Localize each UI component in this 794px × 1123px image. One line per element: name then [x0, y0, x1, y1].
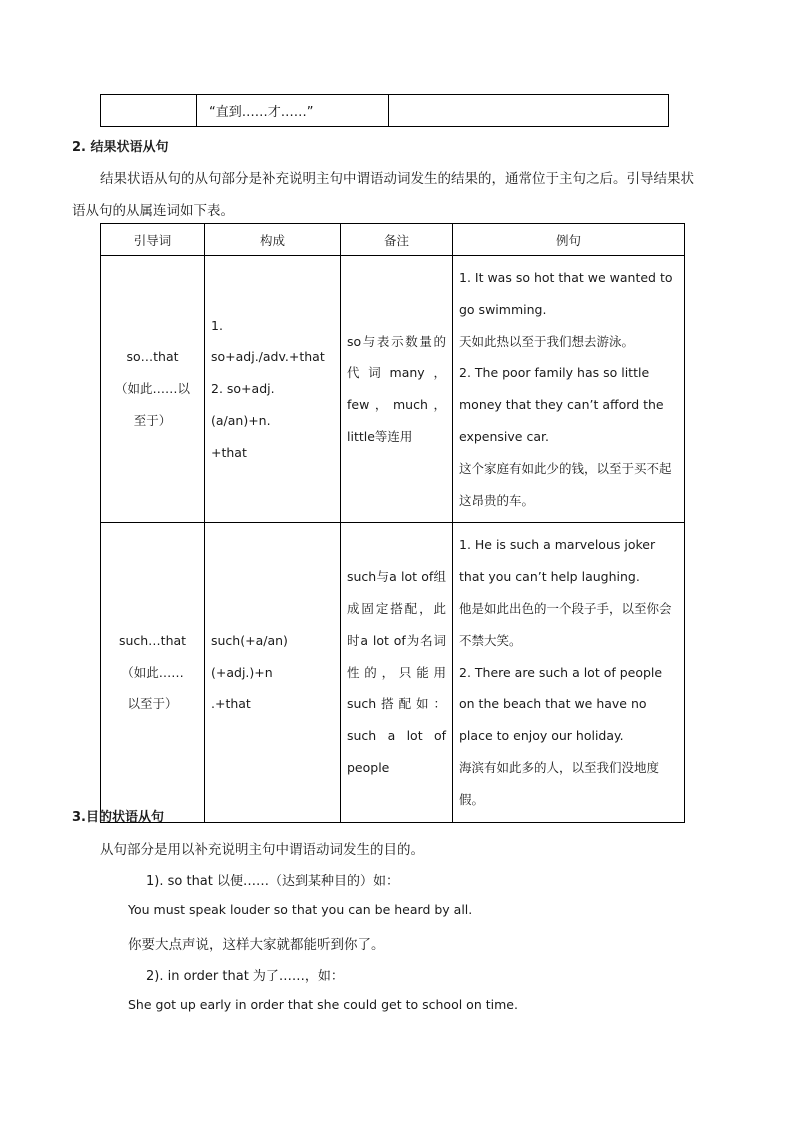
example-cell	[453, 256, 685, 523]
result-clause-table	[100, 223, 685, 823]
example-sentence: 2. There are such a lot of people on the beach that we have no place to enjoy our holiday.	[459, 664, 663, 744]
table-cell	[389, 95, 669, 127]
table-row-such-that	[101, 523, 685, 822]
structure-cell	[205, 523, 341, 822]
example-sentence: 2. The poor family has so little money that they can’t afford the expensive car.	[459, 365, 664, 444]
conjunction-line: 以至于）	[127, 696, 178, 712]
table-row-so-that	[101, 256, 685, 523]
item-2-title: 2). in order that 为了……，如：	[146, 969, 344, 984]
structure-line: +that	[211, 444, 247, 460]
table-row	[101, 95, 669, 127]
example-translation: 他是如此出色的一个段子手，以至你会不禁大笑。	[459, 600, 672, 648]
section-3-heading: 3.目的状语从句	[72, 810, 164, 825]
example-cell	[453, 523, 685, 822]
item-1-chinese-translation: 你要大点声说，这样大家就都能听到你了。	[128, 937, 385, 953]
section-2-paragraph-line-1: 结果状语从句的从句部分是补充说明主句中谓语动词发生的结果的，通常位于主句之后。引导结果状	[100, 171, 694, 187]
conjunction-line: （如此……	[121, 664, 184, 680]
example-translation: 天如此热以至于我们想去游泳。	[459, 333, 635, 349]
conjunction-line: so…that	[126, 349, 179, 365]
item-1-english-example: You must speak louder so that you can be heard by all.	[128, 902, 473, 917]
section-3-intro: 从句部分是用以补充说明主句中谓语动词发生的目的。	[100, 842, 424, 858]
example-sentence: 1. It was so hot that we wanted to go swimming.	[459, 270, 673, 317]
note-cell: so与表示数量的代词many，few，much，little等连用	[341, 256, 453, 523]
structure-line: 2. so+adj.(a/an)+n.	[211, 381, 275, 429]
conjunction-line: （如此……以	[114, 381, 190, 397]
section-2-heading: 2. 结果状语从句	[72, 140, 169, 155]
header-conjunction: 引导词	[101, 224, 205, 256]
section-2-paragraph-line-2: 语从句的从属连词如下表。	[72, 203, 234, 219]
header-note: 备注	[341, 224, 453, 256]
item-1-title: 1). so that 以便……（达到某种目的）如：	[146, 874, 399, 889]
example-translation: 这个家庭有如此少的钱，以至于买不起这昂贵的车。	[459, 460, 672, 508]
table-header-row	[101, 224, 685, 256]
header-structure: 构成	[205, 224, 341, 256]
structure-line: 1. so+adj./adv.+that	[211, 317, 325, 365]
example-translation: 海滨有如此多的人，以至我们没地度假。	[459, 759, 660, 807]
structure-cell	[205, 256, 341, 523]
table-cell	[101, 95, 197, 127]
note-cell: such与a lot of组成固定搭配，此时a lot of为名词性的，只能用such搭配如：such a lot of people	[341, 523, 453, 822]
table-cell: “直到……才……”	[197, 95, 389, 127]
item-2-english-example: She got up early in order that she could get to school on time.	[128, 997, 518, 1012]
conjunction-cell	[101, 256, 205, 523]
example-sentence: 1. He is such a marvelous joker that you can’t help laughing.	[459, 537, 656, 585]
structure-line: .+that	[211, 696, 251, 712]
header-example: 例句	[453, 224, 685, 256]
conjunction-cell	[101, 523, 205, 822]
conjunction-line: 至于）	[133, 413, 172, 429]
previous-table-fragment	[100, 94, 669, 127]
structure-line: such(+a/an)(+adj.)+n	[211, 632, 288, 680]
conjunction-line: such…that	[118, 632, 187, 648]
